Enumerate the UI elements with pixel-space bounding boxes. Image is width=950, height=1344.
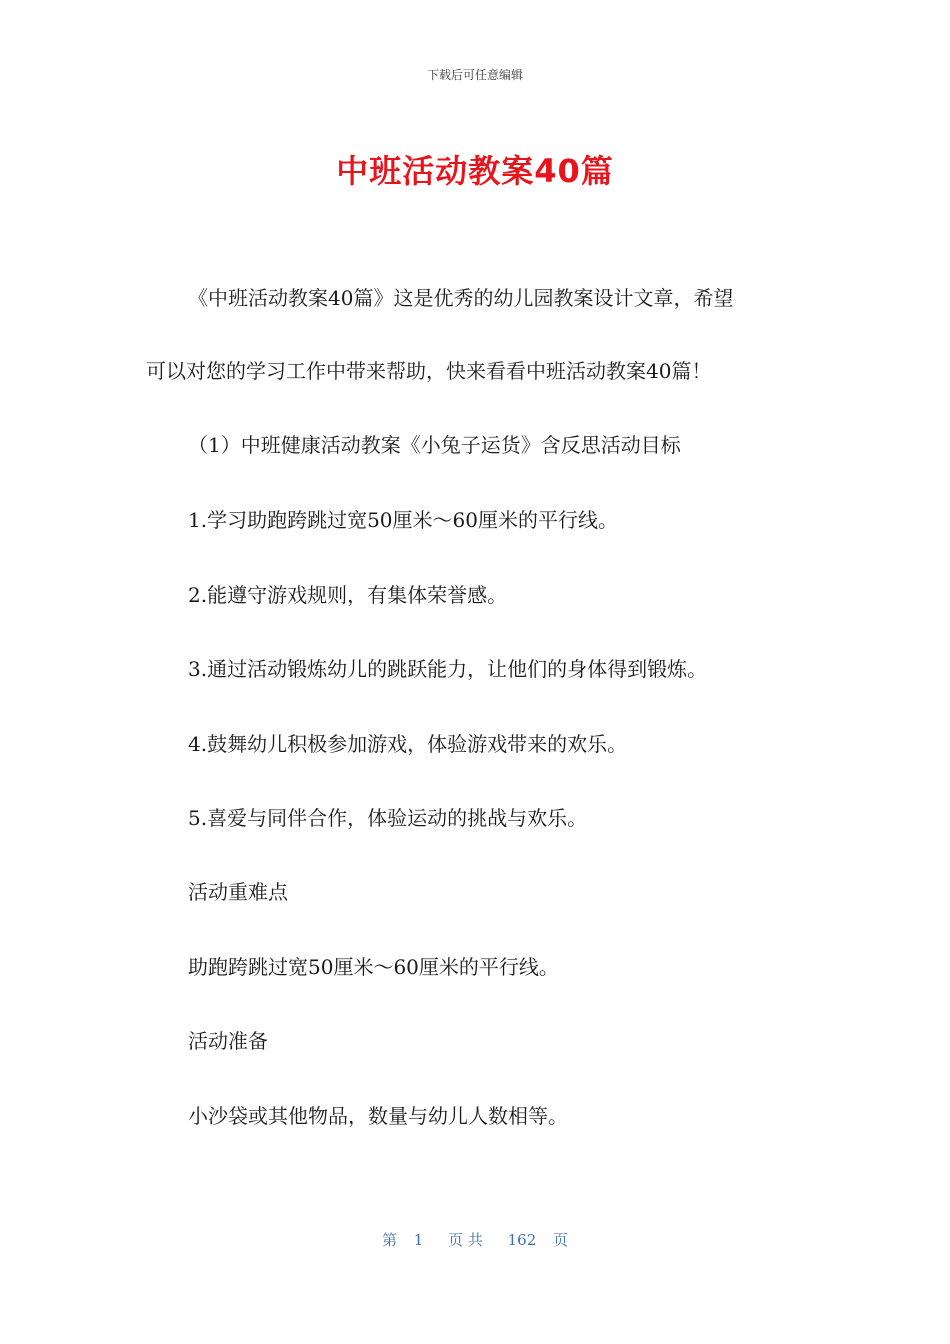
goal-item-3: 3.通过活动锻炼幼儿的跳跃能力，让他们的身体得到锻炼。 (188, 657, 708, 681)
preparation-heading: 活动准备 (188, 1029, 268, 1053)
goal-item-2: 2.能遵守游戏规则，有集体荣誉感。 (188, 583, 508, 607)
goal-item-4: 4.鼓舞幼儿积极参加游戏，体验游戏带来的欢乐。 (188, 732, 628, 756)
preparation-text: 小沙袋或其他物品，数量与幼儿人数相等。 (188, 1104, 568, 1128)
footer-prefix: 第 (381, 1231, 397, 1249)
goal-item-5: 5.喜爱与同伴合作，体验运动的挑战与欢乐。 (188, 806, 588, 830)
footer-current-page: 1 (413, 1231, 424, 1249)
header-note: 下载后可任意编辑 (426, 68, 523, 82)
intro-line-1: 《中班活动教案40篇》这是优秀的幼儿园教案设计文章，希望 (188, 286, 734, 310)
intro-line-2: 可以对您的学习工作中带来帮助，快来看看中班活动教案40篇！ (146, 359, 712, 383)
key-points-heading: 活动重难点 (188, 880, 288, 904)
key-points-text: 助跑跨跳过宽50厘米～60厘米的平行线。 (188, 955, 559, 979)
section-heading: （1）中班健康活动教案《小兔子运货》含反思活动目标 (188, 433, 681, 457)
document-title: 中班活动教案40篇 (336, 152, 614, 190)
goal-item-1: 1.学习助跑跨跳过宽50厘米～60厘米的平行线。 (188, 508, 618, 532)
footer-total-pages: 162 (507, 1231, 537, 1249)
footer-suffix: 页 (553, 1231, 569, 1249)
footer-middle: 页 共 (448, 1231, 483, 1249)
page-footer (0, 1229, 950, 1250)
